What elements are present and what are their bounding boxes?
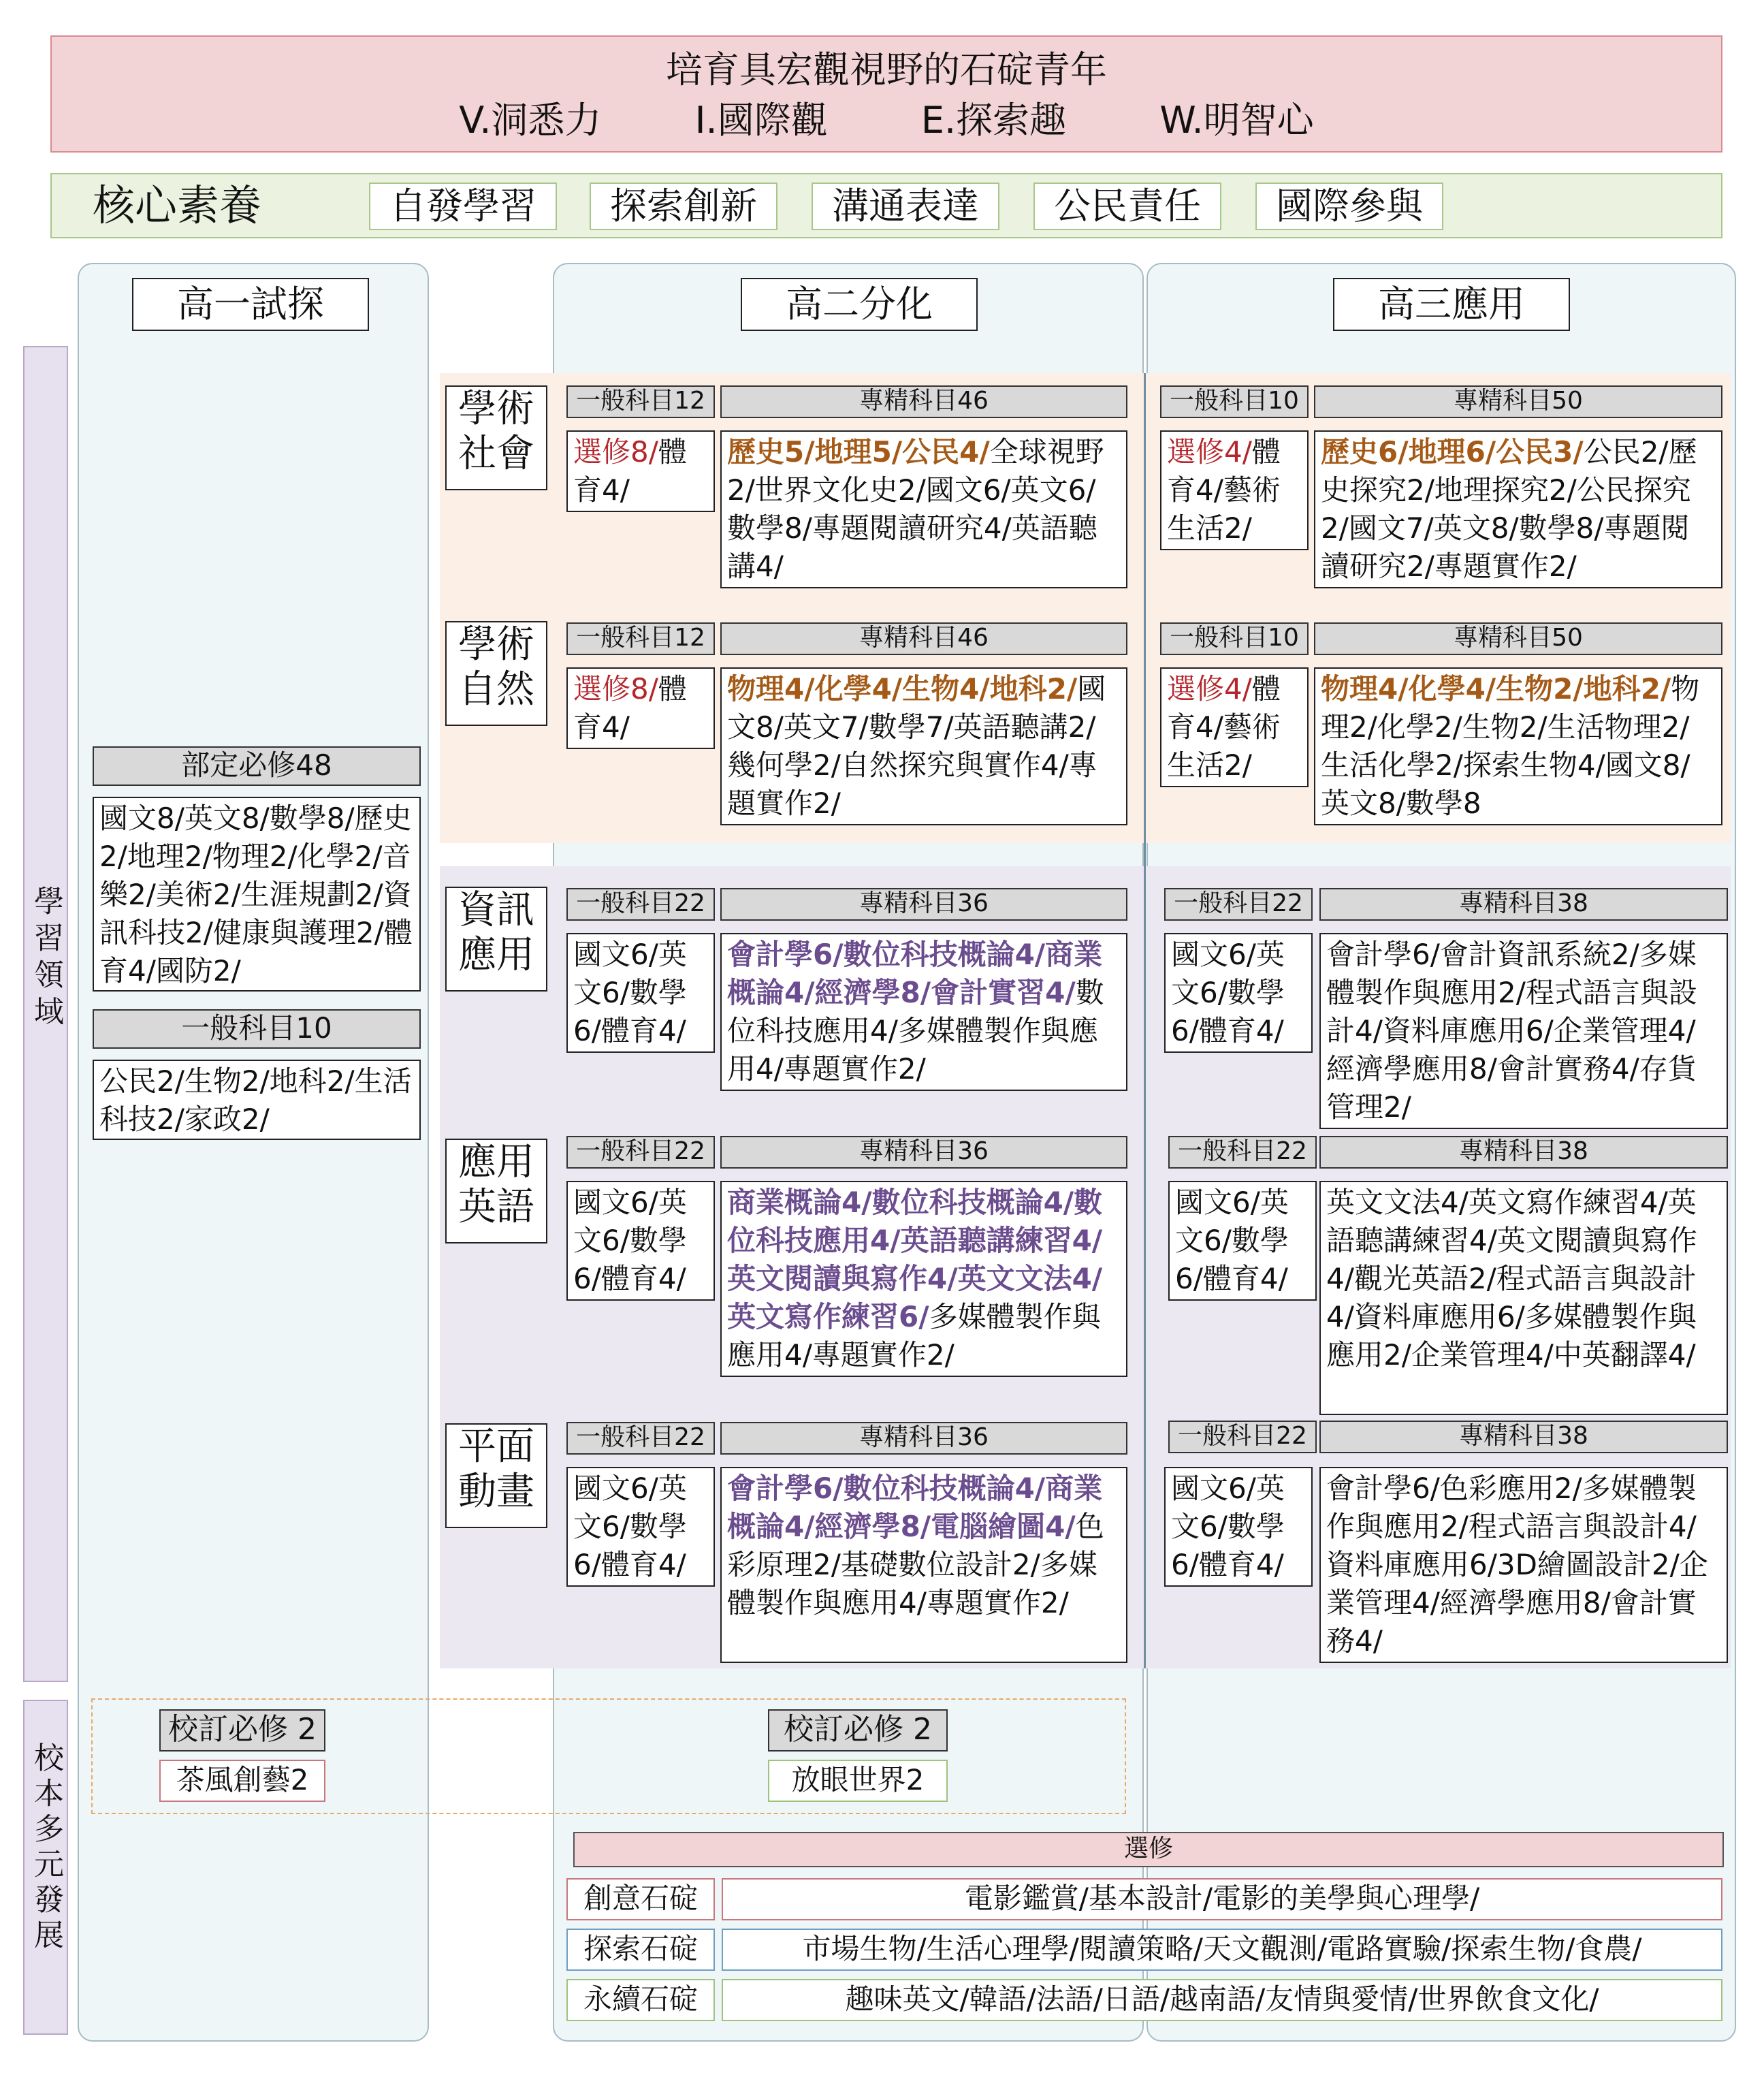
t5-y2-specialty-body (720, 1467, 1127, 1663)
elective-label-explore: 探索石碇 (566, 1929, 715, 1971)
t2-y3-specialty-body (1314, 667, 1722, 825)
t2-y2-elective: 選修8/ (573, 672, 658, 706)
value-e: E.探索趣 (920, 99, 1067, 142)
track-academic-social: 學術社會 (445, 385, 547, 490)
t1-y2-specialty-body (720, 430, 1127, 588)
year2-header: 高二分化 (741, 278, 978, 331)
t5-y2-specialty-header: 專精科目36 (720, 1422, 1127, 1455)
t1-y2-specialty-header: 專精科目46 (720, 385, 1127, 418)
t5-y3-specialty-header: 專精科目38 (1319, 1421, 1728, 1453)
elective-value-creative: 電影鑑賞/基本設計/電影的美學與心理學/ (722, 1878, 1722, 1920)
value-w: W.明智心 (1159, 99, 1314, 142)
t5-y2-specialty-highlight: 會計學6/數位科技概論4/商業概論4/經濟學8/電腦繪圖4/ (727, 1472, 1103, 1543)
year-divider (1144, 373, 1146, 1668)
core-item-4: 公民責任 (1033, 183, 1221, 230)
t1-y3-specialty-header: 專精科目50 (1314, 385, 1722, 418)
track-information-applications: 資訊應用 (445, 887, 547, 992)
t2-y3-specialty-text: 物理2/化學2/生物2/生活物理2/生活化學2/探索生物4/國文8/英文8/數學8 (1321, 672, 1700, 820)
t3-y3-general-body: 國文6/英文6/數學6/體育4/ (1164, 933, 1313, 1053)
t4-y3-general-header: 一般科目22 (1168, 1136, 1317, 1169)
t4-y2-general-header: 一般科目22 (566, 1136, 715, 1169)
school-y2-item: 放眼世界2 (768, 1760, 948, 1802)
school-y1-item: 茶風創藝2 (159, 1760, 325, 1802)
t4-y2-specialty-body (720, 1181, 1127, 1377)
t4-y2-specialty-header: 專精科目36 (720, 1136, 1127, 1169)
t5-y2-general-body: 國文6/英文6/數學6/體育4/ (566, 1467, 715, 1587)
elective-label-creative: 創意石碇 (566, 1878, 715, 1920)
t1-y2-elective: 選修8/ (573, 435, 658, 469)
t1-y3-specialty-text: 公民2/歷史探究2/地理探究2/公民探究2/國文7/英文8/數學8/專題閱讀研究2/專題實作2/ (1321, 435, 1697, 583)
t3-y2-general-body: 國文6/英文6/數學6/體育4/ (566, 933, 715, 1053)
t4-y3-general-body: 國文6/英文6/數學6/體育4/ (1168, 1181, 1317, 1301)
year1-header: 高一試探 (132, 278, 369, 331)
t2-y2-specialty-highlight: 物理4/化學4/生物4/地科2/ (727, 672, 1078, 706)
t1-y3-elective: 選修4/ (1167, 435, 1252, 469)
vision-values (52, 95, 1721, 146)
t1-y3-specialty-body (1314, 430, 1722, 588)
t2-y3-elective: 選修4/ (1167, 672, 1252, 706)
track-applied-english: 應用英語 (445, 1139, 547, 1243)
elective-value-sustain: 趣味英文/韓語/法語/日語/越南語/友情與愛情/世界飲食文化/ (722, 1979, 1722, 2021)
t3-y3-specialty-header: 專精科目38 (1319, 888, 1728, 921)
vision-title: 培育具宏觀視野的石碇青年 (666, 48, 1107, 91)
core-item-5: 國際參與 (1255, 183, 1443, 230)
t1-y2-general-text: 體育4/ (573, 435, 687, 507)
t1-y2-general-body (566, 430, 715, 512)
school-y1-header: 校訂必修 2 (159, 1709, 325, 1752)
t4-y2-general-body: 國文6/英文6/數學6/體育4/ (566, 1181, 715, 1301)
t3-y3-general-header: 一般科目22 (1164, 888, 1313, 921)
side-learning-areas (23, 346, 68, 1682)
core-title: 核心素養 (93, 180, 262, 230)
t1-y2-specialty-highlight: 歷史5/地理5/公民4/ (727, 435, 990, 469)
t1-y3-general-body (1160, 430, 1309, 550)
t1-y2-specialty-text: 全球視野2/世界文化史2/國文6/英文6/數學8/專題閱讀研究4/英語聽講4/ (727, 435, 1104, 583)
value-v: V.洞悉力 (459, 99, 602, 142)
t2-y2-general-text: 體育4/ (573, 672, 687, 744)
side-learning-label: 學習領域 (29, 885, 63, 1032)
side-school-label: 校本多元發展 (29, 1742, 63, 1954)
y1-general-body: 公民2/生物2/地科2/生活科技2/家政2/ (93, 1060, 421, 1140)
elective-label-sustain: 永續石碇 (566, 1979, 715, 2021)
t1-y3-general-text: 體育4/藝術生活2/ (1167, 435, 1281, 545)
t4-y2-specialty-highlight: 商業概論4/數位科技概論4/數位科技應用4/英語聽講練習4/英文閱讀與寫作4/英文文法4/英文寫作練習6/ (727, 1186, 1103, 1333)
track-academic-science: 學術自然 (445, 621, 547, 726)
t1-y2-general-header: 一般科目12 (566, 385, 715, 418)
t2-y3-general-header: 一般科目10 (1160, 622, 1309, 655)
core-competencies (50, 173, 1722, 238)
core-item-1: 自發學習 (369, 183, 557, 230)
t5-y2-specialty-text: 色彩原理2/基礎數位設計2/多媒體製作與應用4/專題實作2/ (727, 1510, 1104, 1619)
t5-y3-specialty-body: 會計學6/色彩應用2/多媒體製作與應用2/程式語言與設計4/資料庫應用6/3D繪圖設計2/企業管理4/經濟學應用8/會計實務4/ (1319, 1467, 1728, 1663)
t2-y3-general-text: 體育4/藝術生活2/ (1167, 672, 1281, 782)
elective-value-explore: 市場生物/生活心理學/閱讀策略/天文觀測/電路實驗/探索生物/食農/ (722, 1929, 1722, 1971)
core-item-3: 溝通表達 (812, 183, 999, 230)
t2-y2-general-header: 一般科目12 (566, 622, 715, 655)
t1-y3-general-header: 一般科目10 (1160, 385, 1309, 418)
elective-header: 選修 (573, 1832, 1724, 1867)
t3-y2-specialty-header: 專精科目36 (720, 888, 1127, 921)
t2-y3-specialty-highlight: 物理4/化學4/生物2/地科2/ (1321, 672, 1671, 706)
t2-y2-specialty-header: 專精科目46 (720, 622, 1127, 655)
t5-y3-general-body: 國文6/英文6/數學6/體育4/ (1164, 1467, 1313, 1587)
t3-y2-specialty-body (720, 933, 1127, 1091)
core-item-2: 探索創新 (590, 183, 777, 230)
y1-general-header: 一般科目10 (93, 1009, 421, 1049)
y1-required-body: 國文8/英文8/數學8/歷史2/地理2/物理2/化學2/音樂2/美術2/生涯規劃2/資訊科技2/健康與護理2/體育4/國防2/ (93, 797, 421, 992)
t3-y3-specialty-body: 會計學6/會計資訊系統2/多媒體製作與應用2/程式語言與設計4/資料庫應用6/企業管理4/經濟學應用8/會計實務4/存貨管理2/ (1319, 933, 1728, 1129)
t3-y2-specialty-text: 數位科技應用4/多媒體製作與應用4/專題實作2/ (727, 976, 1104, 1085)
t4-y2-specialty-text: 多媒體製作與應用4/專題實作2/ (727, 1300, 1101, 1372)
t1-y3-specialty-highlight: 歷史6/地理6/公民3/ (1321, 435, 1584, 469)
t2-y2-specialty-text: 國文8/英文7/數學7/英語聽講2/幾何學2/自然探究與實作4/專題實作2/ (727, 672, 1106, 820)
y1-required-header: 部定必修48 (93, 746, 421, 786)
t5-y2-general-header: 一般科目22 (566, 1422, 715, 1455)
t5-y3-general-header: 一般科目22 (1168, 1421, 1317, 1453)
value-i: I.國際觀 (694, 99, 828, 142)
t2-y2-specialty-body (720, 667, 1127, 825)
t3-y2-specialty-highlight: 會計學6/數位科技概論4/商業概論4/經濟學8/會計實習4/ (727, 938, 1103, 1009)
vision-banner (50, 35, 1722, 153)
side-school-development (23, 1700, 68, 2035)
year3-header: 高三應用 (1333, 278, 1570, 331)
t4-y3-specialty-body: 英文文法4/英文寫作練習4/英語聽講練習4/英文閱讀與寫作4/觀光英語2/程式語言與設計4/資料庫應用6/多媒體製作與應用2/企業管理4/中英翻譯4/ (1319, 1181, 1728, 1415)
t2-y2-general-body (566, 667, 715, 749)
t4-y3-specialty-header: 專精科目38 (1319, 1136, 1728, 1169)
t2-y3-specialty-header: 專精科目50 (1314, 622, 1722, 655)
school-y2-header: 校訂必修 2 (768, 1709, 948, 1752)
track-graphic-animation: 平面動畫 (445, 1423, 547, 1528)
t2-y3-general-body (1160, 667, 1309, 787)
t3-y2-general-header: 一般科目22 (566, 888, 715, 921)
